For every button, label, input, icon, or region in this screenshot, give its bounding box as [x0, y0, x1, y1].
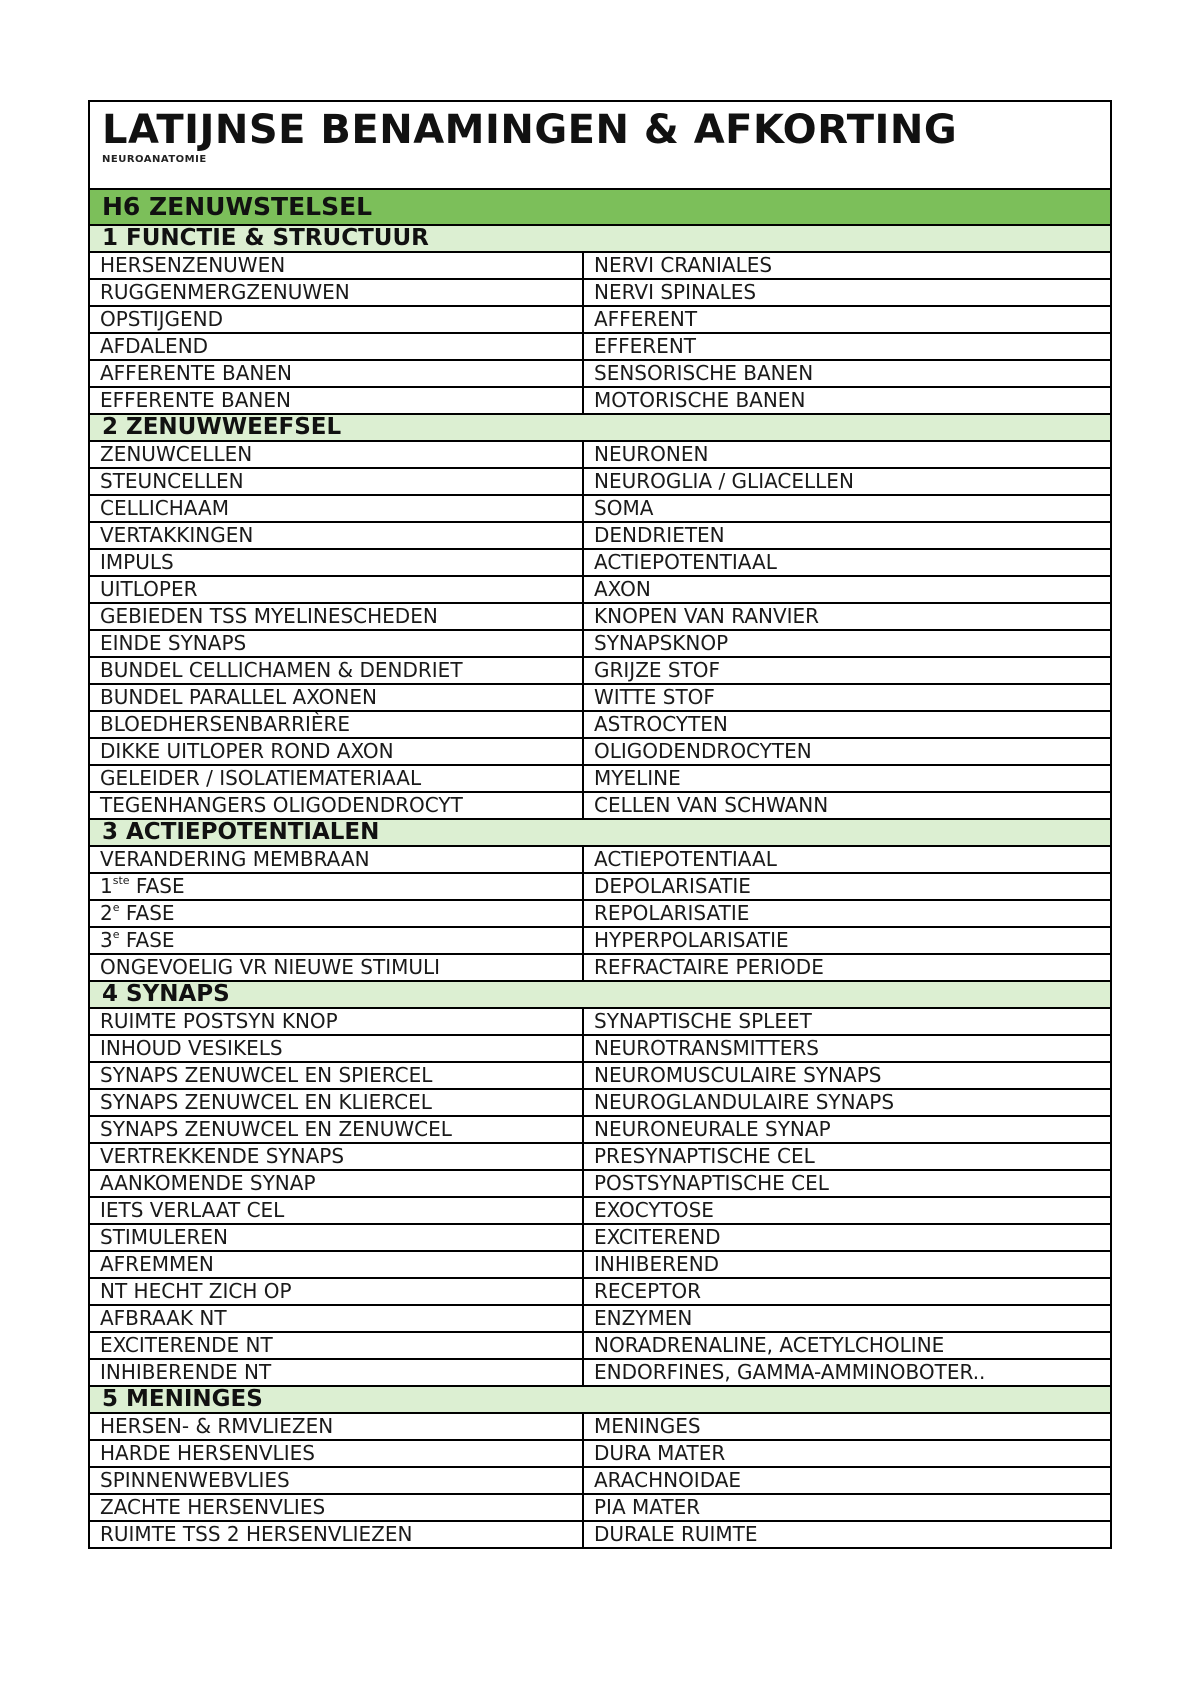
term-cell: RUIMTE TSS 2 HERSENVLIEZEN: [90, 1522, 584, 1547]
latin-term-cell: WITTE STOF: [594, 685, 715, 709]
table-row: [90, 658, 1110, 685]
section-heading: 5 MENINGES: [90, 1387, 1110, 1414]
term-cell: IETS VERLAAT CEL: [90, 1198, 584, 1223]
table-row: [90, 793, 1110, 820]
term-cell: TEGENHANGERS OLIGODENDROCYT: [90, 793, 584, 818]
table-row: [90, 1414, 1110, 1441]
latin-term-cell: ACTIEPOTENTIAAL: [594, 847, 777, 871]
table-row: [90, 361, 1110, 388]
term-cell: EINDE SYNAPS: [90, 631, 584, 656]
latin-term-cell: ASTROCYTEN: [594, 712, 728, 736]
term-cell: BLOEDHERSENBARRIÈRE: [90, 712, 584, 737]
latin-term-cell: ACTIEPOTENTIAAL: [594, 550, 777, 574]
section-heading: 3 ACTIEPOTENTIALEN: [90, 820, 1110, 847]
table-row: [90, 550, 1110, 577]
term-cell: STIMULEREN: [90, 1225, 584, 1250]
latin-term-cell: ENDORFINES, GAMMA-AMMINOBOTER..: [594, 1360, 986, 1384]
table-row: [90, 1144, 1110, 1171]
term-cell: BUNDEL CELLICHAMEN & DENDRIET: [90, 658, 584, 683]
latin-term-cell: CELLEN VAN SCHWANN: [594, 793, 829, 817]
ordinal-suffix: ste: [112, 874, 130, 888]
title-block: [90, 102, 1110, 190]
table-row: [90, 577, 1110, 604]
table-row: [90, 712, 1110, 739]
ordinal-rest: FASE: [119, 901, 175, 925]
term-cell: SYNAPS ZENUWCEL EN SPIERCEL: [90, 1063, 584, 1088]
table-row: [90, 253, 1110, 280]
table-row: [90, 1360, 1110, 1387]
table-row: [90, 928, 1110, 955]
latin-term-cell: NEURONEN: [594, 442, 709, 466]
term-cell: [90, 901, 584, 926]
term-cell: AFFERENTE BANEN: [90, 361, 584, 386]
latin-term-cell: OLIGODENDROCYTEN: [594, 739, 812, 763]
ordinal-suffix: e: [112, 928, 120, 942]
latin-term-cell: PRESYNAPTISCHE CEL: [594, 1144, 815, 1168]
table-row: [90, 874, 1110, 901]
term-cell: EFFERENTE BANEN: [90, 388, 584, 413]
latin-term-cell: SENSORISCHE BANEN: [594, 361, 814, 385]
term-cell: ZACHTE HERSENVLIES: [90, 1495, 584, 1520]
term-cell: UITLOPER: [90, 577, 584, 602]
latin-term-cell: NEUROTRANSMITTERS: [594, 1036, 819, 1060]
latin-term-cell: DENDRIETEN: [594, 523, 725, 547]
table-row: [90, 1225, 1110, 1252]
latin-term-cell: NORADRENALINE, ACETYLCHOLINE: [594, 1333, 945, 1357]
term-cell: AFREMMEN: [90, 1252, 584, 1277]
table-row: [90, 847, 1110, 874]
term-cell: RUIMTE POSTSYN KNOP: [90, 1009, 584, 1034]
table-row: [90, 631, 1110, 658]
term-cell: VERTAKKINGEN: [90, 523, 584, 548]
latin-term-cell: REPOLARISATIE: [594, 901, 750, 925]
sections-container: [90, 226, 1110, 1547]
table-row: [90, 1090, 1110, 1117]
table-row: [90, 685, 1110, 712]
term-cell: INHIBERENDE NT: [90, 1360, 584, 1385]
document-title: LATIJNSE BENAMINGEN & AFKORTING: [102, 107, 958, 153]
table-row: [90, 442, 1110, 469]
term-cell: BUNDEL PARALLEL AXONEN: [90, 685, 584, 710]
table-row: [90, 1468, 1110, 1495]
latin-term-cell: POSTSYNAPTISCHE CEL: [594, 1171, 829, 1195]
table-row: [90, 1009, 1110, 1036]
latin-term-cell: ENZYMEN: [594, 1306, 693, 1330]
ordinal-suffix: e: [112, 901, 120, 915]
term-cell: DIKKE UITLOPER ROND AXON: [90, 739, 584, 764]
latin-term-cell: MOTORISCHE BANEN: [594, 388, 806, 412]
latin-term-cell: NEUROGLANDULAIRE SYNAPS: [594, 1090, 895, 1114]
table-row: [90, 955, 1110, 982]
table-row: [90, 1252, 1110, 1279]
ordinal-rest: FASE: [129, 874, 185, 898]
table-row: [90, 307, 1110, 334]
term-cell: AFDALEND: [90, 334, 584, 359]
table-row: [90, 1522, 1110, 1547]
latin-term-cell: NEURONEURALE SYNAP: [594, 1117, 831, 1141]
table-row: [90, 1279, 1110, 1306]
latin-term-cell: NERVI CRANIALES: [594, 253, 773, 277]
term-cell: HARDE HERSENVLIES: [90, 1441, 584, 1466]
table-row: [90, 388, 1110, 415]
latin-term-cell: EXCITEREND: [594, 1225, 721, 1249]
section-heading: 4 SYNAPS: [90, 982, 1110, 1009]
latin-term-cell: INHIBEREND: [594, 1252, 720, 1276]
table-row: [90, 1063, 1110, 1090]
ordinal-rest: FASE: [119, 928, 175, 952]
latin-term-cell: DURALE RUIMTE: [594, 1522, 758, 1546]
latin-term-cell: DEPOLARISATIE: [594, 874, 751, 898]
vocabulary-table: [88, 100, 1112, 1549]
term-cell: VERTREKKENDE SYNAPS: [90, 1144, 584, 1169]
table-row: [90, 280, 1110, 307]
latin-term-cell: EXOCYTOSE: [594, 1198, 714, 1222]
latin-term-cell: NEUROMUSCULAIRE SYNAPS: [594, 1063, 882, 1087]
table-row: [90, 1333, 1110, 1360]
latin-term-cell: SYNAPTISCHE SPLEET: [594, 1009, 812, 1033]
table-row: [90, 1036, 1110, 1063]
latin-term-cell: AXON: [594, 577, 651, 601]
section-heading: 2 ZENUWWEEFSEL: [90, 415, 1110, 442]
ordinal-number: 3: [100, 928, 113, 952]
latin-term-cell: DURA MATER: [594, 1441, 726, 1465]
term-cell: AFBRAAK NT: [90, 1306, 584, 1331]
table-row: [90, 469, 1110, 496]
term-cell: ONGEVOELIG VR NIEUWE STIMULI: [90, 955, 584, 980]
table-row: [90, 523, 1110, 550]
table-row: [90, 496, 1110, 523]
term-cell: IMPULS: [90, 550, 584, 575]
latin-term-cell: NEUROGLIA / GLIACELLEN: [594, 469, 854, 493]
table-row: [90, 1441, 1110, 1468]
term-cell: SPINNENWEBVLIES: [90, 1468, 584, 1493]
section-heading: 1 FUNCTIE & STRUCTUUR: [90, 226, 1110, 253]
term-cell: HERSENZENUWEN: [90, 253, 584, 278]
table-row: [90, 901, 1110, 928]
document-subtitle: NEUROANATOMIE: [102, 154, 207, 165]
latin-term-cell: RECEPTOR: [594, 1279, 702, 1303]
term-cell: HERSEN- & RMVLIEZEN: [90, 1414, 584, 1439]
table-row: [90, 1495, 1110, 1522]
latin-term-cell: PIA MATER: [594, 1495, 701, 1519]
latin-term-cell: SYNAPSKNOP: [594, 631, 729, 655]
term-cell: INHOUD VESIKELS: [90, 1036, 584, 1061]
table-row: [90, 766, 1110, 793]
term-cell: RUGGENMERGZENUWEN: [90, 280, 584, 305]
term-cell: EXCITERENDE NT: [90, 1333, 584, 1358]
latin-term-cell: ARACHNOIDAE: [594, 1468, 742, 1492]
latin-term-cell: MENINGES: [594, 1414, 701, 1438]
term-cell: GELEIDER / ISOLATIEMATERIAAL: [90, 766, 584, 791]
term-cell: ZENUWCELLEN: [90, 442, 584, 467]
table-row: [90, 1198, 1110, 1225]
ordinal-number: 2: [100, 901, 113, 925]
term-cell: CELLICHAAM: [90, 496, 584, 521]
table-row: [90, 739, 1110, 766]
latin-term-cell: HYPERPOLARISATIE: [594, 928, 789, 952]
table-row: [90, 1117, 1110, 1144]
table-row: [90, 334, 1110, 361]
latin-term-cell: EFFERENT: [594, 334, 696, 358]
term-cell: SYNAPS ZENUWCEL EN ZENUWCEL: [90, 1117, 584, 1142]
table-row: [90, 604, 1110, 631]
latin-term-cell: MYELINE: [594, 766, 681, 790]
term-cell: OPSTIJGEND: [90, 307, 584, 332]
latin-term-cell: SOMA: [594, 496, 654, 520]
latin-term-cell: AFFERENT: [594, 307, 698, 331]
term-cell: [90, 928, 584, 953]
latin-term-cell: REFRACTAIRE PERIODE: [594, 955, 824, 979]
ordinal-number: 1: [100, 874, 113, 898]
table-row: [90, 1171, 1110, 1198]
term-cell: VERANDERING MEMBRAAN: [90, 847, 584, 872]
latin-term-cell: KNOPEN VAN RANVIER: [594, 604, 820, 628]
term-cell: AANKOMENDE SYNAP: [90, 1171, 584, 1196]
term-cell: SYNAPS ZENUWCEL EN KLIERCEL: [90, 1090, 584, 1115]
term-cell: STEUNCELLEN: [90, 469, 584, 494]
table-row: [90, 1306, 1110, 1333]
term-cell: [90, 874, 584, 899]
chapter-heading: H6 ZENUWSTELSEL: [90, 190, 1110, 226]
latin-term-cell: NERVI SPINALES: [594, 280, 757, 304]
latin-term-cell: GRIJZE STOF: [594, 658, 721, 682]
term-cell: NT HECHT ZICH OP: [90, 1279, 584, 1304]
term-cell: GEBIEDEN TSS MYELINESCHEDEN: [90, 604, 584, 629]
